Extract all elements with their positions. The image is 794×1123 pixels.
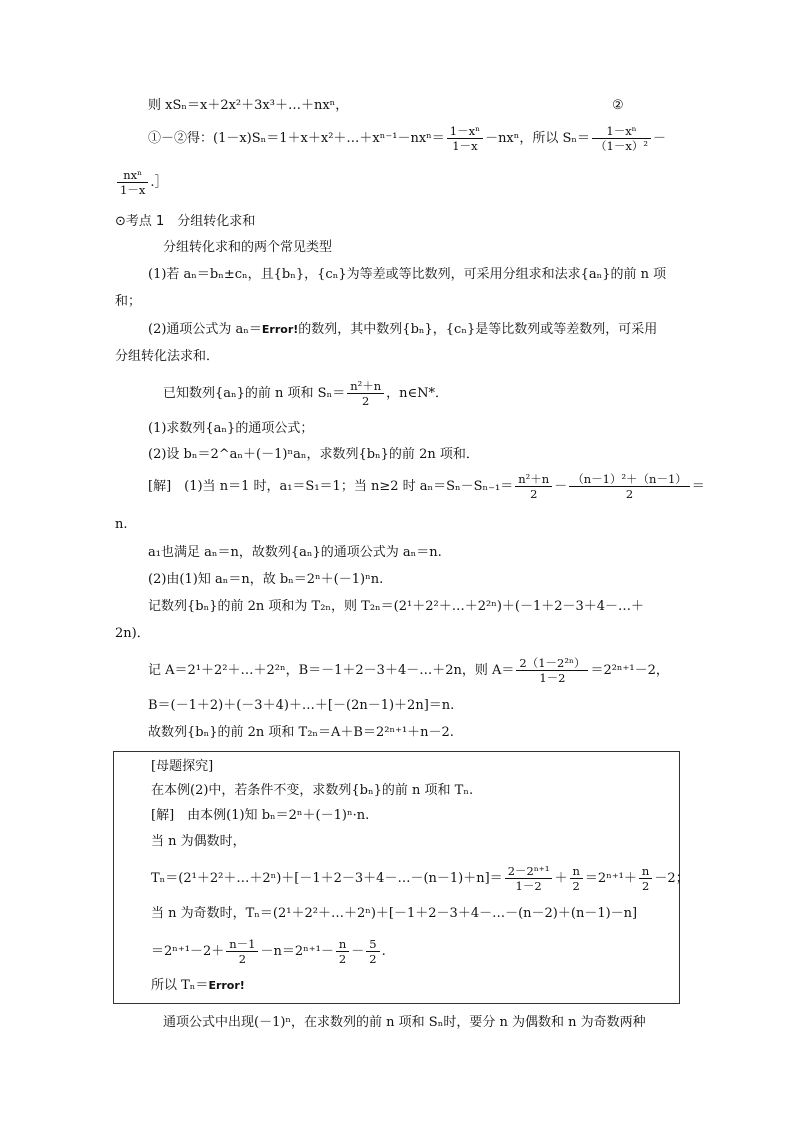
fraction: $\frac{n}{2}$: [336, 937, 349, 966]
fraction: $\frac{\text{1－xⁿ}}{1-x}$: [447, 124, 483, 153]
fraction: $\frac{\text{2（1－2²ⁿ）}}{1-2}$: [516, 656, 588, 685]
error-marker: Error!: [261, 323, 299, 336]
section-subheading: 分组转化求和的两个常见类型: [163, 240, 333, 255]
box-line-4: Tₙ＝(2¹＋2²＋…＋2ⁿ)＋[－1＋2－3＋4－…－(n－1)＋n]＝ $\frac{\text{2－2ⁿ⁺¹}}{1-2}$ ＋ $\frac{n}{2}$ ＝2ⁿ⁺¹＋ $\frac{n}{2}$ －2；: [151, 864, 689, 893]
box-line-5: 当 n 为奇数时，Tₙ＝(2¹＋2²＋…＋2ⁿ)＋[－1＋2－3＋4－…－(n－2)＋(n－1)－n]: [151, 906, 638, 921]
type-1-text-cont: 和；: [115, 294, 142, 309]
box-line-3: 当 n 为偶数时，: [151, 834, 246, 849]
solution-line-3: (2)由(1)知 aₙ＝n，故 bₙ＝2ⁿ＋(－1)ⁿn.: [148, 572, 384, 587]
box-title: [母题探究]: [151, 759, 214, 774]
footer-note: 通项公式中出现(－1)ⁿ，在求数列的前 n 项和 Sₙ时，要分 n 为偶数和 n 为奇数两种: [163, 1015, 646, 1030]
type-2-text-cont: 分组转化法求和．: [115, 349, 220, 364]
example-statement: 已知数列{aₙ}的前 n 项和 Sₙ＝ $\frac{\text{n²＋n}}{2}$ ，n∈N*．: [163, 379, 449, 408]
section-heading: ⊙考点 1 分组转化求和: [115, 214, 256, 229]
type-1-text: (1)若 aₙ＝bₙ±cₙ，且{bₙ}，{cₙ}为等差或等比数列，可采用分组求和法求{aₙ}的前 n 项: [148, 267, 667, 282]
fraction: $\frac{\text{（n－1）²＋（n－1）}}{2}$: [569, 472, 690, 501]
box-line-7: 所以 Tₙ＝Error!: [151, 978, 245, 993]
box-line-1: 在本例(2)中，若条件不变，求数列{bₙ}的前 n 项和 Tₙ.: [151, 783, 474, 798]
derivation-line-3: $\frac{\text{nxⁿ}}{1-x}$ .］: [115, 168, 167, 197]
solution-line-4: 记数列{bₙ}的前 2n 项和为 T₂ₙ，则 T₂ₙ＝(2¹＋2²＋…＋2²ⁿ)＋(－1＋2－3＋4－…＋: [148, 599, 645, 614]
question-2: (2)设 bₙ＝2^aₙ＋(－1)ⁿaₙ，求数列{bₙ}的前 2n 项和．: [148, 447, 479, 462]
fraction: $\frac{\text{nxⁿ}}{1-x}$: [117, 168, 148, 197]
question-1: (1)求数列{aₙ}的通项公式；: [148, 421, 314, 436]
equation-text: 则 xSₙ＝x＋2x²＋3x³＋…＋nxⁿ，: [148, 98, 349, 113]
solution-line-1-cont: n.: [115, 517, 128, 532]
solution-line-7: 故数列{bₙ}的前 2n 项和 T₂ₙ＝A＋B＝2²ⁿ⁺¹＋n－2.: [148, 725, 454, 740]
derivation-line-2: ①－②得：(1－x)Sₙ＝1＋x＋x²＋…＋xⁿ⁻¹－nxⁿ＝ $\frac{\text{1－xⁿ}}{1-x}$ －nxⁿ，所以 Sₙ＝ $\frac{\text{1－xⁿ}}{\text{（1－x）²}}$ －: [148, 124, 666, 153]
solution-line-6: B＝(－1＋2)＋(－3＋4)＋…＋[－(2n－1)＋2n]＝n.: [148, 698, 455, 713]
solution-line-2: a₁也满足 aₙ＝n，故数列{aₙ}的通项公式为 aₙ＝n.: [148, 545, 442, 560]
solution-line-4-cont: 2n)．: [115, 626, 150, 641]
type-2-text: (2)通项公式为 aₙ＝Error!的数列，其中数列{bₙ}，{cₙ}是等比数列或等差数列，可采用: [148, 322, 658, 337]
fraction: $\frac{\text{n²＋n}}{2}$: [347, 379, 384, 408]
fraction: $\frac{n}{2}$: [639, 864, 652, 893]
fraction: $\frac{n-1}{2}$: [226, 937, 258, 966]
fraction: $\frac{\text{2－2ⁿ⁺¹}}{1-2}$: [505, 864, 553, 893]
solution-line-5: 记 A＝2¹＋2²＋…＋2²ⁿ，B＝－1＋2－3＋4－…＋2n，则 A＝ $\frac{\text{2（1－2²ⁿ）}}{1-2}$ ＝2²ⁿ⁺¹－2，: [148, 656, 669, 685]
fraction: $\frac{5}{2}$: [366, 937, 379, 966]
error-marker: Error!: [208, 979, 245, 992]
solution-line-1: [解] (1)当 n＝1 时，a₁＝S₁＝1；当 n≥2 时 aₙ＝Sₙ－Sₙ₋₁＝ $\frac{\text{n²＋n}}{2}$ － $\frac{\text{（n－1）²＋（n－1）}}{2}$ ＝: [148, 472, 705, 501]
derivation-line-1: [148, 97, 348, 115]
box-line-2: [解] 由本例(1)知 bₙ＝2ⁿ＋(－1)ⁿ·n.: [151, 808, 370, 823]
fraction: $\frac{n}{2}$: [570, 864, 583, 893]
equation-marker: ②: [612, 98, 624, 113]
box-line-6: ＝2ⁿ⁺¹－2＋ $\frac{n-1}{2}$ －n＝2ⁿ⁺¹－ $\frac{n}{2}$ － $\frac{5}{2}$ .: [151, 937, 386, 966]
fraction: $\frac{\text{1－xⁿ}}{\text{（1－x）²}}$: [592, 124, 651, 153]
fraction: $\frac{\text{n²＋n}}{2}$: [515, 472, 552, 501]
